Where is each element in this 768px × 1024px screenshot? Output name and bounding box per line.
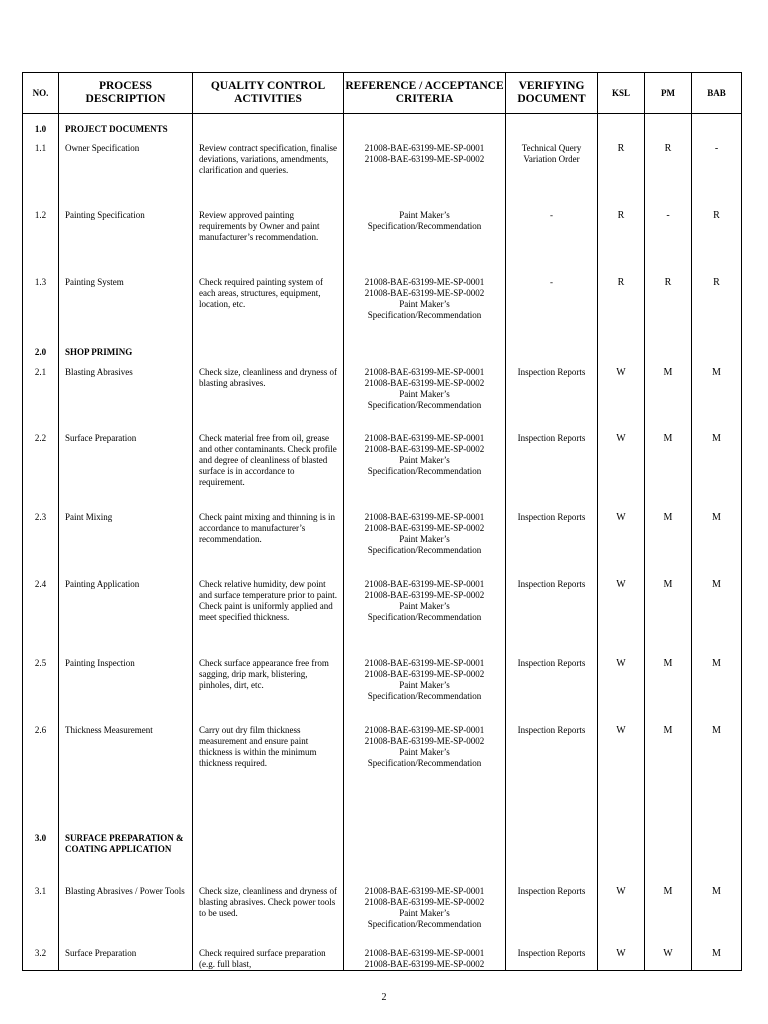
empty-cell — [506, 337, 597, 347]
reference-line: 21008-BAE-63199-ME-SP-0002 — [364, 287, 485, 298]
verifying-document: Inspection Reports — [517, 657, 586, 668]
empty-cell — [193, 114, 343, 124]
reference-line: Paint Maker’s — [399, 298, 450, 309]
reference-line: 21008-BAE-63199-ME-SP-0002 — [364, 443, 485, 454]
reference-line: 21008-BAE-63199-ME-SP-0001 — [364, 142, 485, 153]
ksl-mark: R — [617, 142, 625, 154]
process-description: Thickness Measurement — [65, 724, 153, 735]
reference-line: Specification/Recommendation — [367, 465, 482, 476]
verifying-document: - — [550, 276, 553, 287]
quality-control-activity: Check size, cleanliness and dryness of blasting abrasives. — [199, 366, 337, 388]
table-row — [23, 941, 742, 971]
pm-mark: R — [664, 142, 672, 154]
section-title: SHOP PRIMING — [65, 346, 133, 357]
reference-line: Specification/Recommendation — [367, 309, 482, 320]
table-row — [23, 572, 742, 651]
reference-line: 21008-BAE-63199-ME-SP-0001 — [364, 276, 485, 287]
reference-criteria — [344, 203, 505, 232]
reference-line: 21008-BAE-63199-ME-SP-0002 — [364, 522, 485, 533]
reference-line: Specification/Recommendation — [367, 220, 482, 231]
ksl-mark: R — [617, 276, 625, 288]
pm-mark: R — [664, 276, 672, 288]
verifying-document: Inspection Reports — [517, 432, 586, 443]
ksl-mark: W — [616, 366, 626, 378]
reference-criteria — [344, 651, 505, 702]
row-number: 3.2 — [34, 947, 47, 958]
row-number: 2.3 — [34, 511, 47, 522]
table-body — [23, 114, 742, 971]
section-row — [23, 114, 742, 136]
process-description: Blasting Abrasives / Power Tools — [65, 885, 185, 896]
empty-cell — [598, 337, 644, 347]
quality-control-activity: Check required surface preparation (e.g. full blast, — [199, 947, 326, 969]
table-header-row — [23, 73, 742, 114]
row-number: 1.0 — [34, 124, 47, 134]
pm-mark: M — [663, 724, 673, 736]
quality-control-activity: Carry out dry film thickness measurement and ensure paint thickness is within the minimum thickness required. — [199, 724, 317, 768]
reference-line: Paint Maker’s — [399, 454, 450, 465]
empty-cell — [193, 823, 343, 833]
reference-criteria — [344, 136, 505, 165]
empty-cell — [645, 114, 691, 124]
section-title: PROJECT DOCUMENTS — [65, 124, 168, 134]
header-verifying-document: VERIFYING DOCUMENT — [506, 73, 598, 114]
process-description: Surface Preparation — [65, 432, 137, 443]
section-row — [23, 337, 742, 360]
reference-criteria — [344, 505, 505, 556]
ksl-mark: W — [616, 511, 626, 523]
row-number: 1.1 — [34, 142, 47, 153]
process-description: Surface Preparation — [65, 947, 137, 958]
bab-mark: M — [712, 578, 721, 590]
reference-line: 21008-BAE-63199-ME-SP-0001 — [364, 511, 485, 522]
ksl-mark: W — [616, 657, 626, 669]
empty-cell — [598, 823, 644, 833]
reference-line: 21008-BAE-63199-ME-SP-0001 — [364, 366, 485, 377]
row-number: 2.0 — [34, 346, 47, 357]
verifying-document: Inspection Reports — [517, 947, 586, 958]
empty-cell — [645, 337, 691, 347]
reference-criteria — [344, 879, 505, 930]
empty-cell — [193, 337, 343, 347]
bab-mark: M — [712, 366, 721, 378]
reference-criteria — [344, 718, 505, 769]
empty-cell — [506, 114, 597, 124]
table-row — [23, 718, 742, 823]
reference-line: 21008-BAE-63199-ME-SP-0001 — [364, 432, 485, 443]
header-process-description: PROCESS DESCRIPTION — [59, 73, 193, 114]
row-number: 2.4 — [34, 578, 47, 589]
reference-line: Specification/Recommendation — [367, 918, 482, 929]
reference-line: Paint Maker’s — [399, 679, 450, 690]
reference-line: 21008-BAE-63199-ME-SP-0002 — [364, 153, 485, 164]
reference-criteria — [344, 426, 505, 477]
empty-cell — [692, 114, 741, 124]
reference-line: Paint Maker’s — [399, 600, 450, 611]
bab-mark: M — [712, 657, 721, 669]
table-row — [23, 426, 742, 505]
empty-cell — [692, 823, 741, 833]
row-number: 3.0 — [34, 832, 47, 843]
ksl-mark: W — [616, 947, 626, 959]
process-description: Paint Mixing — [65, 511, 113, 522]
ksl-mark: W — [616, 578, 626, 590]
reference-line: Specification/Recommendation — [367, 399, 482, 410]
reference-line: 21008-BAE-63199-ME-SP-0001 — [364, 657, 485, 668]
bab-mark: M — [712, 724, 721, 736]
section-title: SURFACE PREPARATION & COATING APPLICATION — [65, 832, 184, 854]
bab-mark: M — [712, 511, 721, 523]
empty-cell — [645, 823, 691, 833]
header-ksl: KSL — [598, 73, 645, 114]
reference-criteria — [344, 270, 505, 321]
pm-mark: W — [663, 947, 673, 959]
pm-mark: M — [663, 657, 673, 669]
quality-control-activity: Check size, cleanliness and dryness of blasting abrasives. Check power tools to be used. — [199, 885, 337, 918]
pm-mark: M — [663, 511, 673, 523]
process-description: Painting System — [65, 276, 124, 287]
process-description: Owner Specification — [65, 142, 140, 153]
verifying-document: - — [550, 209, 553, 220]
inspection-test-plan-table — [22, 72, 742, 971]
row-number: 2.6 — [34, 724, 47, 735]
bab-mark: M — [712, 947, 721, 959]
header-reference-acceptance-criteria: REFERENCE / ACCEPTANCE CRITERIA — [344, 73, 506, 114]
bab-mark: M — [712, 885, 721, 897]
quality-control-activity: Review approved painting requirements by Owner and paint manufacturer’s recommendation. — [199, 209, 320, 242]
reference-line: Specification/Recommendation — [367, 690, 482, 701]
reference-criteria — [344, 572, 505, 623]
row-number: 3.1 — [34, 885, 47, 896]
row-number: 1.2 — [34, 209, 47, 220]
reference-criteria — [344, 941, 505, 970]
ksl-mark: R — [617, 209, 625, 221]
empty-cell — [344, 337, 505, 347]
pm-mark: M — [663, 885, 673, 897]
quality-control-activity: Check paint mixing and thinning is in accordance to manufacturer’s recommendation. — [199, 511, 335, 544]
reference-line: Specification/Recommendation — [367, 757, 482, 768]
pm-mark: M — [663, 366, 673, 378]
row-number: 2.5 — [34, 657, 47, 668]
process-description: Painting Application — [65, 578, 140, 589]
reference-line: 21008-BAE-63199-ME-SP-0002 — [364, 589, 485, 600]
bab-mark: R — [713, 209, 720, 221]
pm-mark: - — [666, 209, 670, 221]
bab-mark: - — [714, 142, 719, 154]
table-row — [23, 270, 742, 337]
row-number: 2.2 — [34, 432, 47, 443]
reference-line: 21008-BAE-63199-ME-SP-0002 — [364, 668, 485, 679]
reference-line: 21008-BAE-63199-ME-SP-0001 — [364, 947, 485, 958]
reference-line: Paint Maker’s — [399, 907, 450, 918]
table-row — [23, 136, 742, 203]
process-description: Painting Inspection — [65, 657, 135, 668]
table-row — [23, 505, 742, 572]
empty-cell — [506, 823, 597, 833]
table-row — [23, 203, 742, 270]
reference-line: Specification/Recommendation — [367, 544, 482, 555]
header-quality-control-activities: QUALITY CONTROL ACTIVITIES — [193, 73, 344, 114]
table-row — [23, 651, 742, 718]
row-number: 2.1 — [34, 366, 47, 377]
process-description: Blasting Abrasives — [65, 366, 133, 377]
ksl-mark: W — [616, 724, 626, 736]
reference-line: 21008-BAE-63199-ME-SP-0001 — [364, 578, 485, 589]
quality-control-activity: Check required painting system of each areas, structures, equipment, location, etc. — [199, 276, 323, 309]
verifying-document: Inspection Reports — [517, 578, 586, 589]
verifying-document: Inspection Reports — [517, 885, 586, 896]
quality-control-activity: Check material free from oil, grease and other contaminants. Check profile and degree of cleanliness of blasted surface is in accordance to requirement. — [199, 432, 337, 487]
verifying-document: Inspection Reports — [517, 724, 586, 735]
page-number: 2 — [381, 992, 387, 1003]
ksl-mark: W — [616, 432, 626, 444]
empty-cell — [344, 114, 505, 124]
pm-mark: M — [663, 578, 673, 590]
empty-cell — [344, 823, 505, 833]
reference-line: Paint Maker’s — [399, 209, 450, 220]
reference-criteria — [344, 360, 505, 411]
pm-mark: M — [663, 432, 673, 444]
reference-line: 21008-BAE-63199-ME-SP-0001 — [364, 724, 485, 735]
empty-cell — [692, 337, 741, 347]
process-description: Painting Specification — [65, 209, 145, 220]
verifying-document: Inspection Reports — [517, 511, 586, 522]
quality-control-activity: Review contract specification, finalise deviations, variations, amendments, clarification and queries. — [199, 142, 337, 175]
section-row — [23, 823, 742, 879]
reference-line: Paint Maker’s — [399, 533, 450, 544]
header-no: NO. — [23, 73, 59, 114]
reference-line: Paint Maker’s — [399, 388, 450, 399]
reference-line: 21008-BAE-63199-ME-SP-0002 — [364, 377, 485, 388]
header-pm: PM — [645, 73, 692, 114]
reference-line: 21008-BAE-63199-ME-SP-0001 — [364, 885, 485, 896]
row-number: 1.3 — [34, 276, 47, 287]
reference-line: 21008-BAE-63199-ME-SP-0002 — [364, 735, 485, 746]
verifying-document: Technical Query Variation Order — [521, 142, 582, 164]
reference-line: Paint Maker’s — [399, 746, 450, 757]
empty-cell — [598, 114, 644, 124]
bab-mark: R — [713, 276, 720, 288]
reference-line: Specification/Recommendation — [367, 611, 482, 622]
ksl-mark: W — [616, 885, 626, 897]
verifying-document: Inspection Reports — [517, 366, 586, 377]
bab-mark: M — [712, 432, 721, 444]
header-bab: BAB — [692, 73, 742, 114]
quality-control-activity: Check relative humidity, dew point and surface temperature prior to paint. Check paint is uniformly applied and meet specified thickness. — [199, 578, 337, 622]
reference-line: 21008-BAE-63199-ME-SP-0002 — [364, 896, 485, 907]
table-row — [23, 360, 742, 426]
reference-line: 21008-BAE-63199-ME-SP-0002 — [364, 958, 485, 969]
table-row — [23, 879, 742, 941]
quality-control-activity: Check surface appearance free from sagging, drip mark, blistering, pinholes, dirt, etc. — [199, 657, 329, 690]
